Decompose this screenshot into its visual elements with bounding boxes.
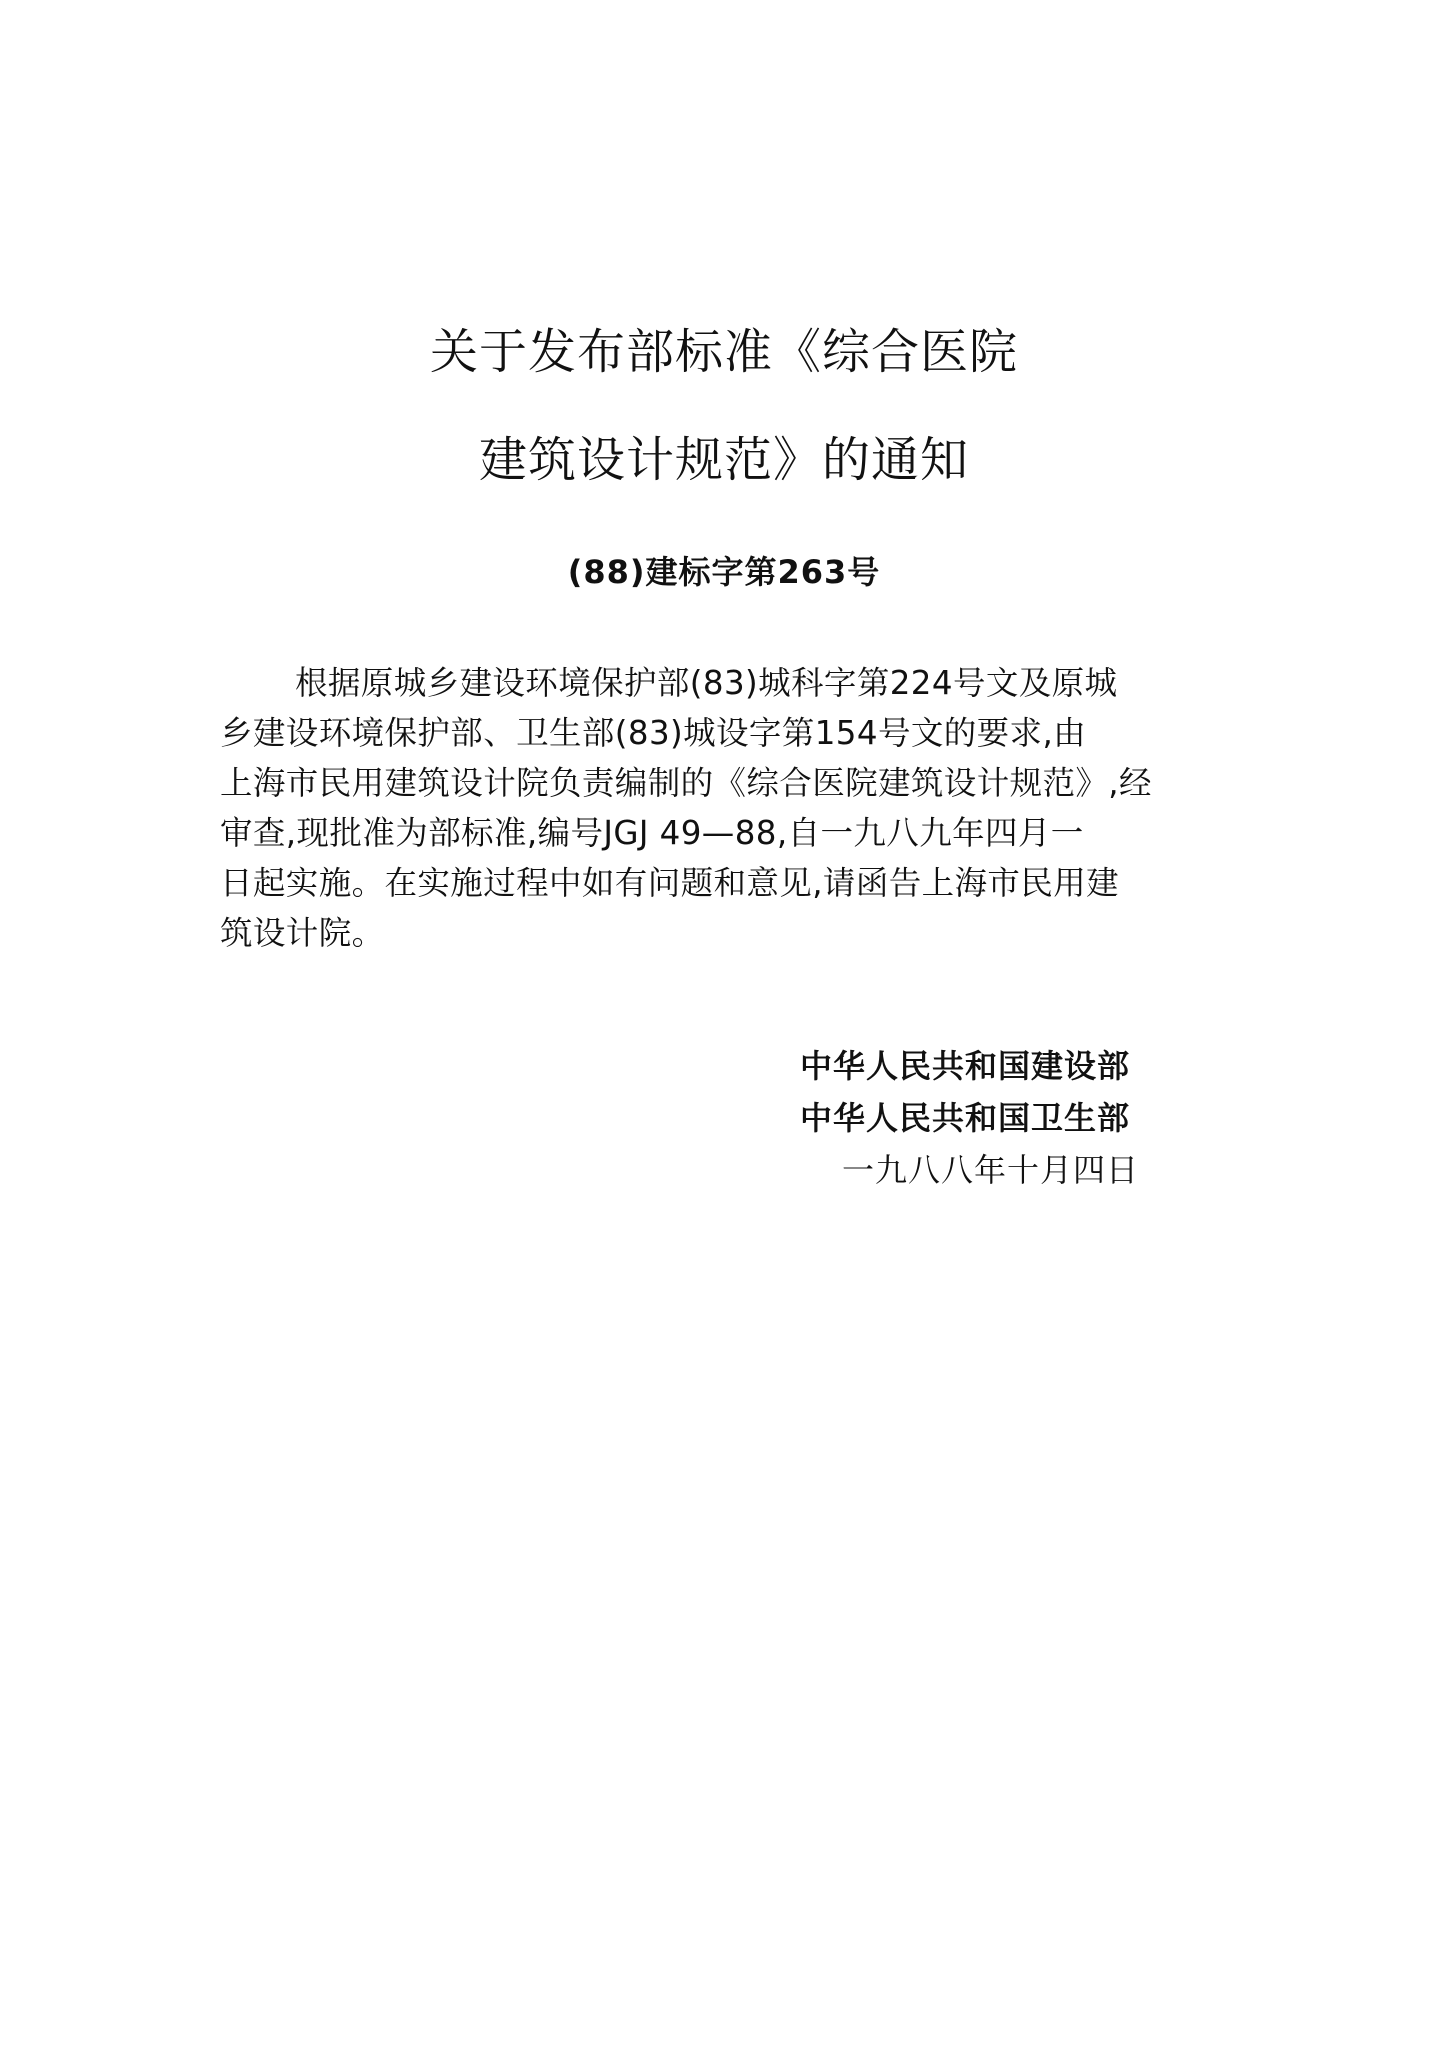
title-line-1: 关于发布部标准《综合医院 (429, 324, 1018, 380)
title-line-2: 建筑设计规范》的通知 (478, 432, 969, 488)
document-number: (88)建标字第263号 (567, 553, 881, 591)
signature-org-health: 中华人民共和国卫生部 (800, 1099, 1131, 1137)
body-line: 上海市民用建筑设计院负责编制的《综合医院建筑设计规范》,经 (220, 764, 1152, 802)
signature-date: 一九八八年十月四日 (842, 1151, 1140, 1189)
body-line: 审查,现批准为部标准,编号JGJ 49—88,自一九八九年四月一 (220, 814, 1084, 852)
signature-org-construction: 中华人民共和国建设部 (800, 1047, 1131, 1085)
body-line: 乡建设环境保护部、卫生部(83)城设字第154号文的要求,由 (220, 714, 1087, 752)
body-paragraph (220, 658, 1240, 958)
body-line: 筑设计院。 (220, 914, 385, 952)
body-line: 日起实施。在实施过程中如有问题和意见,请函告上海市民用建 (220, 864, 1120, 902)
signature-block (800, 1040, 1200, 1196)
body-line: 根据原城乡建设环境保护部(83)城科字第224号文及原城 (295, 664, 1118, 702)
